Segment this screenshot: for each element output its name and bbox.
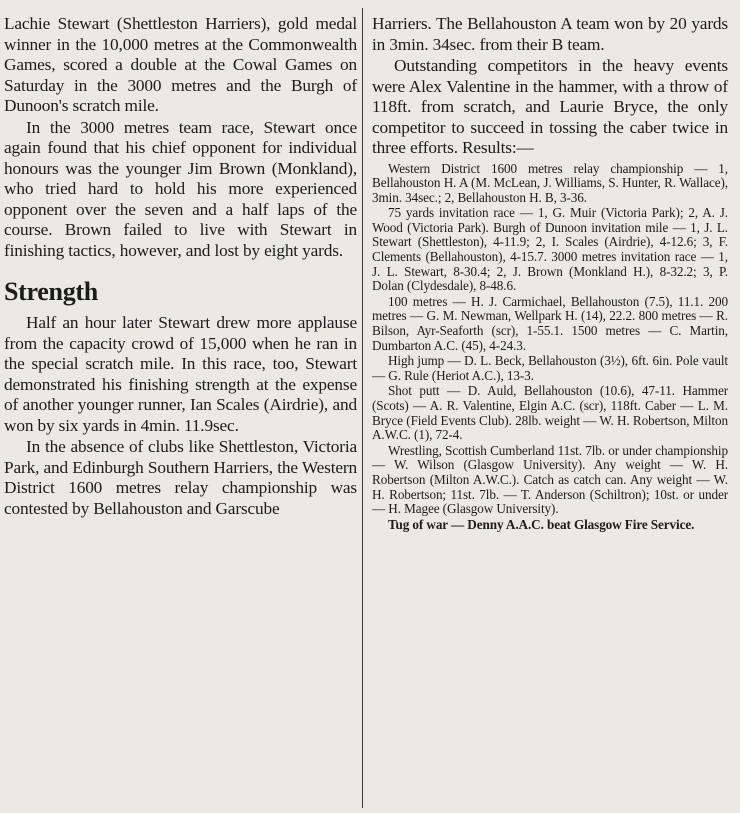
intro-paragraph: Lachie Stewart (Shettleston Harriers), gold medal winner in the 10,000 metres at the Commonwealth Games, scored a double at the Cowal Games on Saturday in the 3000 metres and the Burgh of Dunoon's scratch mile. <box>4 14 357 115</box>
section-heading: Strength <box>4 277 98 306</box>
result-throws: Shot putt — D. Auld, Bellahouston (10.6), 47-11. Hammer (Scots) — A. R. Valentine, Elgin A.C. (scr), 118ft. Caber — L. M. Bryce (Field Events Club). 28lb. weight — W. H. Robertson, Milton A.W.C. (1), 72-4. <box>372 383 728 443</box>
results-list <box>372 162 728 533</box>
result-invitation-races: 75 yards invitation race — 1, G. Muir (Victoria Park); 2, A. J. Wood (Victoria Park). Burgh of Dunoon invitation mile — 1, J. L. Stewart (Shettleston), 4-11.9; 2, I. Scales (Airdrie), 4-12.6; 3, F. Clements (Bellahouston), 4-15.7. 3000 metres invitation race — 1, J. L. Stewart, 8-30.4; 2, J. Brown (Monkland H.), 8-32.2; 3, P. Dolan (Clydesdale), 8-48.6. <box>372 205 728 294</box>
column-rule <box>362 8 363 808</box>
result-relay: Western District 1600 metres relay championship — 1, Bellahouston H. A (M. McLean, J. Williams, S. Hunter, R. Wallace), 3min. 34sec.; 2, Bellahouston H. B, 3-36. <box>372 160 728 205</box>
result-sprints: 100 metres — H. J. Carmichael, Bellahouston (7.5), 11.1. 200 metres — G. M. Newman, Wellpark H. (14), 22.2. 800 metres — R. Bilson, Ayr-Seaforth (scr), 1-55.1. 1500 metres — C. Martin, Dumbarton A.C. (45), 4-24.3. <box>372 293 728 353</box>
result-jumps: High jump — D. L. Beck, Bellahouston (3½), 6ft. 6in. Pole vault — G. Rule (Heriot A.C.), 13-3. <box>372 353 728 383</box>
heavy-events-paragraph: Outstanding competitors in the heavy events were Alex Valentine in the hammer, with a throw of 118ft. from scratch, and Laurie Bryce, the only competitor to succeed in tossing the caber twice in three efforts. Results:— <box>372 56 728 157</box>
team-race-paragraph: In the 3000 metres team race, Stewart once again found that his chief opponent for individual honours was the younger Jim Brown (Monkland), who tried hard to hold his more experienced opponent over the seven and a half laps of the course. Brown failed to live with Stewart in finishing tactics, however, and lost by eight yards. <box>4 117 357 260</box>
right-column <box>372 14 728 532</box>
result-wrestling: Wrestling, Scottish Cumberland 11st. 7lb. or under championship — W. Wilson (Glasgow University). Any weight — W. H. Robertson (Milton A.W.C.). Catch as catch can. Any weight — W. H. Robertson; 11st. 7lb. — T. Anderson (Schiltron); 10st. or under — H. Magee (Glasgow University). <box>372 442 728 517</box>
scratch-mile-paragraph: Half an hour later Stewart drew more applause from the capacity crowd of 15,000 when he ran in the special scratch mile. In this race, too, Stewart demonstrated his finishing strength at the expense of another younger runner, Ian Scales (Airdrie), and won by six yards in 4min. 11.9sec. <box>4 313 357 435</box>
result-tug-of-war: Tug of war — Denny A.A.C. beat Glasgow Fire Service. <box>388 516 695 532</box>
relay-paragraph: In the absence of clubs like Shettleston, Victoria Park, and Edinburgh Southern Harriers, the Western District 1600 metres relay championship was contested by Bellahouston and Garscube <box>4 437 357 518</box>
left-column <box>4 14 357 519</box>
relay-continuation-paragraph: Harriers. The Bellahouston A team won by 20 yards in 3min. 34sec. from their B team. <box>372 14 728 54</box>
